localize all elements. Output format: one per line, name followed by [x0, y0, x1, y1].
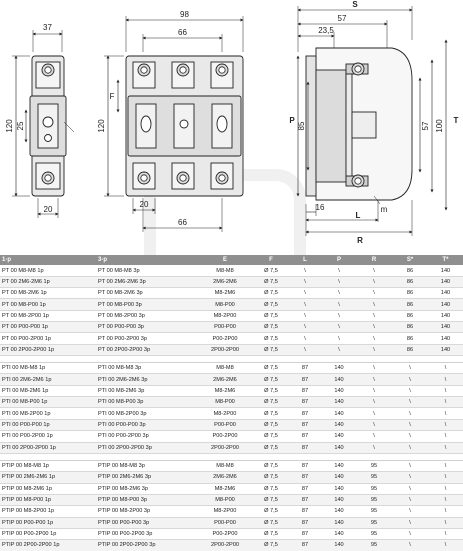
table-cell: \ — [428, 363, 463, 374]
table-cell: M8-2M6 — [196, 385, 254, 396]
table-cell: M8-2P00 — [196, 310, 254, 321]
table-cell: 87 — [288, 397, 322, 408]
table-row — [0, 431, 463, 442]
dim-side-23-5: 23,5 — [318, 26, 334, 35]
table-cell: PTIP 00 2P00-2P00 3p — [96, 540, 196, 551]
table-cell: 95 — [356, 483, 392, 494]
table-cell: \ — [428, 408, 463, 419]
table-cell: \ — [392, 408, 428, 419]
nut-icon — [42, 172, 54, 184]
nut-icon — [42, 64, 54, 76]
table-cell: \ — [392, 460, 428, 471]
table-cell: 87 — [288, 408, 322, 419]
table-cell: Ø 7,5 — [254, 460, 288, 471]
table-cell: 140 — [322, 517, 356, 528]
table-cell: PTI 00 2P00-2P00 1p — [0, 442, 96, 453]
table-row — [0, 299, 463, 310]
group-separator — [0, 453, 463, 460]
table-body — [0, 265, 463, 551]
table-cell: \ — [392, 419, 428, 430]
table-cell: 87 — [288, 460, 322, 471]
table-cell: \ — [288, 333, 322, 344]
table-cell: PT 00 P00-2P00 1p — [0, 333, 96, 344]
table-row — [0, 344, 463, 355]
table-cell: \ — [392, 374, 428, 385]
dim-3p-bottom-mid: 66 — [178, 218, 187, 227]
table-cell: 140 — [322, 483, 356, 494]
table-header — [0, 255, 463, 265]
table-cell: PTI 00 M8-M8 1p — [0, 363, 96, 374]
table-cell: \ — [428, 517, 463, 528]
table-cell: PTIP 00 M8-P00 1p — [0, 494, 96, 505]
table-cell: \ — [392, 363, 428, 374]
table-cell: \ — [428, 431, 463, 442]
table-cell: 140 — [322, 472, 356, 483]
table-cell: PTIP 00 2M6-2M6 3p — [96, 472, 196, 483]
table-cell: P00-P00 — [196, 419, 254, 430]
table-cell: M8-P00 — [196, 494, 254, 505]
table-cell: 140 — [428, 299, 463, 310]
table-cell: Ø 7,5 — [254, 483, 288, 494]
table-cell: 95 — [356, 517, 392, 528]
table-cell: Ø 7,5 — [254, 517, 288, 528]
table-cell: M8-2P00 — [196, 408, 254, 419]
table-cell: PTIP 00 P00-P00 1p — [0, 517, 96, 528]
table-cell: \ — [392, 506, 428, 517]
table-cell: Ø 7,5 — [254, 299, 288, 310]
table-cell: PTIP 00 M8-P00 3p — [96, 494, 196, 505]
nut-icon — [352, 63, 364, 75]
table-cell: PT 00 M8-P00 1p — [0, 299, 96, 310]
table-cell: Ø 7,5 — [254, 472, 288, 483]
table-cell: PTIP 00 M8-2M6 1p — [0, 483, 96, 494]
column-header: F — [254, 255, 288, 265]
table-cell: \ — [356, 374, 392, 385]
table-cell: \ — [356, 322, 392, 333]
table-cell: PTI 00 M8-M8 3p — [96, 363, 196, 374]
table-cell: 87 — [288, 528, 322, 539]
table-cell: PTI 00 M8-2M6 3p — [96, 385, 196, 396]
table-cell: PT 00 P00-P00 3p — [96, 322, 196, 333]
table-cell: \ — [356, 265, 392, 276]
table-cell: \ — [356, 276, 392, 287]
table-cell: \ — [356, 408, 392, 419]
table-cell: Ø 7,5 — [254, 344, 288, 355]
table-cell: Ø 7,5 — [254, 385, 288, 396]
table-cell: 140 — [322, 363, 356, 374]
table-cell: 140 — [322, 506, 356, 517]
table-cell: PTIP 00 M8-M8 3p — [96, 460, 196, 471]
table-cell: \ — [356, 344, 392, 355]
table-cell: 2M6-2M6 — [196, 374, 254, 385]
nut-icon — [177, 172, 189, 184]
table-cell: \ — [428, 506, 463, 517]
table-cell: 140 — [428, 310, 463, 321]
table-cell: PTI 00 P00-2P00 1p — [0, 431, 96, 442]
table-cell: 87 — [288, 494, 322, 505]
table-cell: PTI 00 M8-P00 1p — [0, 397, 96, 408]
dim-side-s: S — [352, 0, 358, 9]
table-cell: P00-2P00 — [196, 333, 254, 344]
table-cell: 140 — [428, 322, 463, 333]
table-cell: PT 00 M8-2M6 3p — [96, 288, 196, 299]
table-cell: \ — [392, 442, 428, 453]
dim-1p-inner: 25 — [16, 121, 25, 131]
dim-1p-bottom: 20 — [43, 205, 53, 214]
table-cell: Ø 7,5 — [254, 374, 288, 385]
table-cell: 95 — [356, 460, 392, 471]
table-cell: \ — [288, 265, 322, 276]
table-cell: PTI 00 M8-2M6 1p — [0, 385, 96, 396]
table-cell: \ — [356, 363, 392, 374]
spec-table — [0, 255, 463, 551]
table-cell: \ — [392, 483, 428, 494]
table-cell: Ø 7,5 — [254, 310, 288, 321]
table-cell: 140 — [322, 540, 356, 551]
table-cell: \ — [288, 276, 322, 287]
table-cell: 87 — [288, 472, 322, 483]
table-cell: 140 — [322, 419, 356, 430]
column-header: T* — [428, 255, 463, 265]
table-cell: PTIP 00 M8-2M6 3p — [96, 483, 196, 494]
group-separator — [0, 356, 463, 363]
table-cell: 86 — [392, 333, 428, 344]
table-row — [0, 528, 463, 539]
table-cell: 87 — [288, 540, 322, 551]
table-cell: PTIP 00 2P00-2P00 1p — [0, 540, 96, 551]
table-cell: 86 — [392, 310, 428, 321]
table-cell: 87 — [288, 483, 322, 494]
table-cell: 87 — [288, 385, 322, 396]
table-cell: M8-2M6 — [196, 483, 254, 494]
table-cell: 2M6-2M6 — [196, 276, 254, 287]
table-cell: \ — [322, 276, 356, 287]
table-cell: 87 — [288, 363, 322, 374]
table-cell: \ — [392, 494, 428, 505]
table-cell: PT 00 2P00-2P00 3p — [96, 344, 196, 355]
table-row — [0, 322, 463, 333]
table-cell: 2P00-2P00 — [196, 344, 254, 355]
table-cell: M8-P00 — [196, 299, 254, 310]
table-cell: 2P00-2P00 — [196, 540, 254, 551]
table-row — [0, 265, 463, 276]
table-cell: Ø 7,5 — [254, 265, 288, 276]
table-cell: \ — [322, 265, 356, 276]
table-cell: 86 — [392, 299, 428, 310]
table-cell: \ — [322, 322, 356, 333]
dim-side-m: m — [380, 205, 388, 214]
table-row — [0, 374, 463, 385]
table-cell: 95 — [356, 540, 392, 551]
table-cell: \ — [356, 431, 392, 442]
table-row — [0, 385, 463, 396]
table-cell: 86 — [392, 288, 428, 299]
table-cell: Ø 7,5 — [254, 442, 288, 453]
table-cell: \ — [322, 344, 356, 355]
table-row — [0, 540, 463, 551]
table-cell: \ — [428, 442, 463, 453]
dim-side-100: 100 — [435, 119, 444, 133]
dim-3p-f: F — [109, 92, 115, 101]
table-cell: \ — [392, 431, 428, 442]
table-cell: PTI 00 2P00-2P00 3p — [96, 442, 196, 453]
dim-3p-bottom-left: 20 — [139, 200, 149, 209]
table-cell: Ø 7,5 — [254, 288, 288, 299]
front-view-3p — [104, 16, 243, 232]
dim-side-85: 85 — [297, 121, 306, 131]
dim-1p-height: 120 — [5, 119, 14, 133]
table-cell: M8-M8 — [196, 460, 254, 471]
table-cell: PTI 00 P00-P00 3p — [96, 419, 196, 430]
table-cell: 140 — [322, 460, 356, 471]
table-cell: M8-P00 — [196, 397, 254, 408]
table-cell: 140 — [322, 528, 356, 539]
table-cell: \ — [392, 385, 428, 396]
table-row — [0, 506, 463, 517]
table-cell: \ — [356, 385, 392, 396]
table-cell: Ø 7,5 — [254, 363, 288, 374]
table-row — [0, 333, 463, 344]
table-cell: P00-P00 — [196, 322, 254, 333]
nut-icon — [352, 175, 364, 187]
table-cell: M8-2M6 — [196, 288, 254, 299]
table-cell: 86 — [392, 265, 428, 276]
table-row — [0, 363, 463, 374]
table-cell: P00-2P00 — [196, 528, 254, 539]
table-cell: 87 — [288, 517, 322, 528]
table-cell: \ — [288, 288, 322, 299]
table-cell: Ø 7,5 — [254, 494, 288, 505]
table-cell: 140 — [428, 276, 463, 287]
nut-icon — [138, 64, 150, 76]
table-cell: \ — [428, 385, 463, 396]
table-cell: 95 — [356, 472, 392, 483]
dim-side-57: 57 — [337, 14, 347, 23]
table-cell: PTIP 00 M8-2P00 3p — [96, 506, 196, 517]
technical-drawing — [0, 0, 463, 255]
table-cell: PT 00 M8-M8 3p — [96, 265, 196, 276]
table-cell: P00-2P00 — [196, 431, 254, 442]
column-header: S* — [392, 255, 428, 265]
table-cell: 140 — [428, 265, 463, 276]
table-row — [0, 460, 463, 471]
table-cell: PTI 00 M8-P00 3p — [96, 397, 196, 408]
table-cell: 95 — [356, 506, 392, 517]
table-cell: PTI 00 P00-P00 1p — [0, 419, 96, 430]
table-row — [0, 397, 463, 408]
table-cell: Ø 7,5 — [254, 419, 288, 430]
table-cell: PTIP 00 P00-P00 3p — [96, 517, 196, 528]
table-cell: 87 — [288, 374, 322, 385]
column-header: L — [288, 255, 322, 265]
table-row — [0, 419, 463, 430]
column-header: R — [356, 255, 392, 265]
table-cell: 140 — [428, 333, 463, 344]
table-cell: \ — [356, 397, 392, 408]
table-cell: \ — [428, 540, 463, 551]
table-cell: \ — [322, 333, 356, 344]
nut-icon — [177, 64, 189, 76]
table-cell: 140 — [322, 397, 356, 408]
table-row — [0, 408, 463, 419]
dim-side-57v: 57 — [421, 121, 430, 131]
table-cell: \ — [356, 310, 392, 321]
table-row — [0, 472, 463, 483]
table-cell: Ø 7,5 — [254, 528, 288, 539]
table-cell: PT 00 M8-2M6 1p — [0, 288, 96, 299]
table-cell: \ — [356, 442, 392, 453]
table-cell: 87 — [288, 431, 322, 442]
table-cell: P00-P00 — [196, 517, 254, 528]
table-cell: 95 — [356, 494, 392, 505]
table-cell: Ø 7,5 — [254, 333, 288, 344]
table-cell: \ — [288, 344, 322, 355]
table-cell: \ — [392, 517, 428, 528]
table-cell: \ — [428, 397, 463, 408]
table-cell: PTI 00 M8-2P00 3p — [96, 408, 196, 419]
table-cell: PT 00 M8-P00 3p — [96, 299, 196, 310]
table-cell: \ — [322, 288, 356, 299]
table-cell: \ — [428, 483, 463, 494]
table-cell: PT 00 P00-2P00 3p — [96, 333, 196, 344]
table-cell: 86 — [392, 322, 428, 333]
table-cell: 86 — [392, 344, 428, 355]
table-cell: \ — [288, 322, 322, 333]
table-cell: M8-M8 — [196, 265, 254, 276]
table-cell: PT 00 2M6-2M6 3p — [96, 276, 196, 287]
table-cell: 140 — [322, 385, 356, 396]
table-cell: \ — [356, 288, 392, 299]
table-row — [0, 494, 463, 505]
table-cell: Ø 7,5 — [254, 397, 288, 408]
dim-side-16: 16 — [315, 203, 325, 212]
table-cell: PTI 00 2M6-2M6 1p — [0, 374, 96, 385]
table-row — [0, 288, 463, 299]
table-cell: 87 — [288, 442, 322, 453]
table-cell: Ø 7,5 — [254, 322, 288, 333]
table-cell: \ — [428, 460, 463, 471]
table-cell: \ — [392, 397, 428, 408]
table-cell: \ — [322, 310, 356, 321]
table-cell: PT 00 2M6-2M6 1p — [0, 276, 96, 287]
table-cell: \ — [322, 299, 356, 310]
table-cell: Ø 7,5 — [254, 408, 288, 419]
table-cell: 2M6-2M6 — [196, 472, 254, 483]
table-cell: \ — [428, 472, 463, 483]
table-cell: Ø 7,5 — [254, 276, 288, 287]
nut-icon — [216, 172, 228, 184]
table-cell: PTI 00 P00-2P00 3p — [96, 431, 196, 442]
table-cell: M8-2P00 — [196, 506, 254, 517]
dim-3p-height: 120 — [97, 119, 106, 133]
table-cell: 86 — [392, 276, 428, 287]
table-cell: \ — [392, 528, 428, 539]
table-cell: Ø 7,5 — [254, 431, 288, 442]
table-cell: \ — [288, 299, 322, 310]
table-cell: PTIP 00 P00-2P00 1p — [0, 528, 96, 539]
table-row — [0, 483, 463, 494]
dim-side-l: L — [355, 211, 361, 220]
dim-3p-overall: 98 — [180, 10, 189, 19]
table-cell: PT 00 M8-2P00 1p — [0, 310, 96, 321]
table-cell: 140 — [322, 431, 356, 442]
table-cell: PT 00 M8-2P00 3p — [96, 310, 196, 321]
column-header: 3-p — [96, 255, 196, 265]
table-cell: \ — [356, 333, 392, 344]
table-cell: PTIP 00 M8-2P00 1p — [0, 506, 96, 517]
table-cell: M8-M8 — [196, 363, 254, 374]
table-cell: PTIP 00 2M6-2M6 1p — [0, 472, 96, 483]
table-cell: 140 — [322, 374, 356, 385]
table-cell: \ — [428, 494, 463, 505]
table-cell: \ — [428, 374, 463, 385]
dim-3p-mid: 66 — [178, 28, 187, 37]
dim-side-p: P — [289, 116, 295, 125]
table-cell: \ — [428, 419, 463, 430]
table-cell: Ø 7,5 — [254, 506, 288, 517]
table-cell: PTIP 00 P00-2P00 3p — [96, 528, 196, 539]
table-cell: 140 — [428, 344, 463, 355]
table-cell: \ — [288, 310, 322, 321]
side-view — [298, 6, 446, 236]
table-cell: PT 00 M8-M8 1p — [0, 265, 96, 276]
table-cell: \ — [428, 528, 463, 539]
nut-icon — [216, 64, 228, 76]
table-cell: 140 — [428, 288, 463, 299]
table-cell: 87 — [288, 419, 322, 430]
table-row — [0, 517, 463, 528]
column-header: E — [196, 255, 254, 265]
table-cell: Ø 7,5 — [254, 540, 288, 551]
table-cell: 140 — [322, 408, 356, 419]
table-row — [0, 442, 463, 453]
table-cell: 87 — [288, 506, 322, 517]
table-cell: 2P00-2P00 — [196, 442, 254, 453]
table-cell: PTI 00 2M6-2M6 3p — [96, 374, 196, 385]
table-cell: PTIP 00 M8-M8 1p — [0, 460, 96, 471]
column-header: 1-p — [0, 255, 96, 265]
dim-1p-width: 37 — [43, 23, 52, 32]
column-header: P — [322, 255, 356, 265]
table-cell: \ — [356, 299, 392, 310]
table-row — [0, 276, 463, 287]
table-cell: \ — [392, 540, 428, 551]
table-cell: \ — [356, 419, 392, 430]
table-cell: 95 — [356, 528, 392, 539]
table-cell: PT 00 P00-P00 1p — [0, 322, 96, 333]
dim-side-t: T — [453, 116, 459, 125]
table-cell: 140 — [322, 442, 356, 453]
table-cell: PT 00 2P00-2P00 1p — [0, 344, 96, 355]
table-cell: 140 — [322, 494, 356, 505]
table-row — [0, 310, 463, 321]
dim-side-r: R — [357, 236, 363, 245]
table-cell: \ — [392, 472, 428, 483]
nut-icon — [138, 172, 150, 184]
table-cell: PTI 00 M8-2P00 1p — [0, 408, 96, 419]
